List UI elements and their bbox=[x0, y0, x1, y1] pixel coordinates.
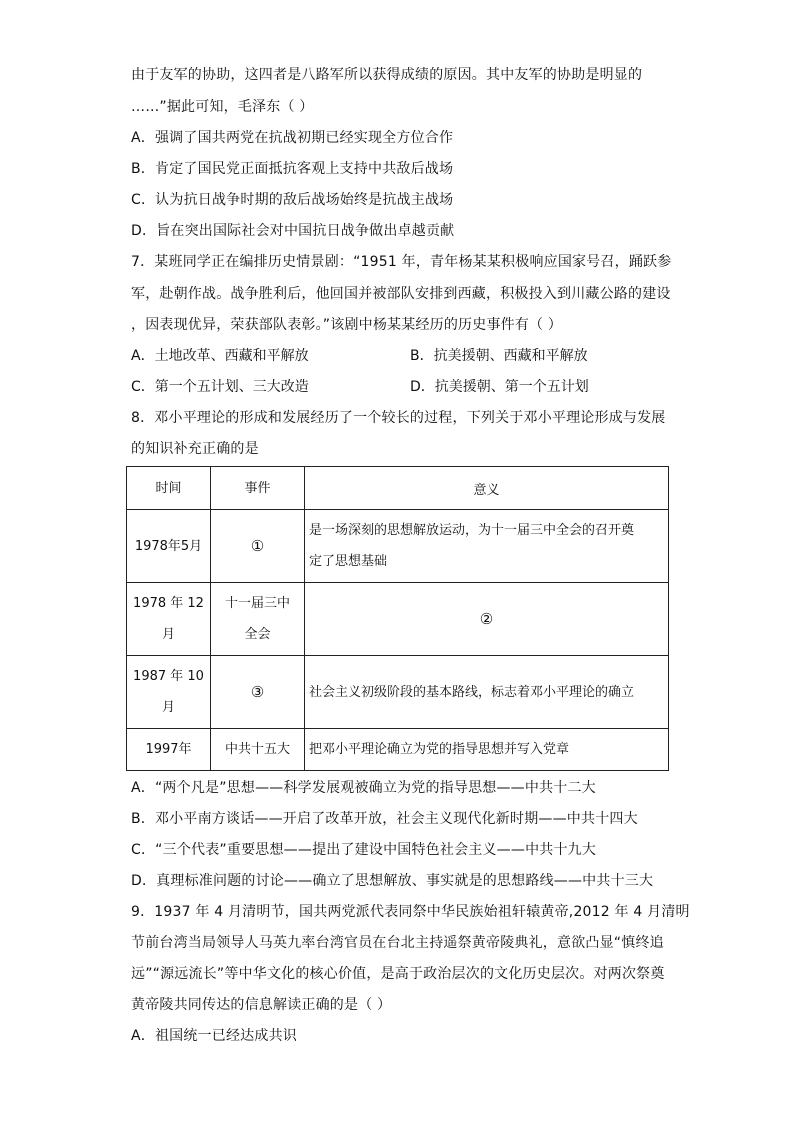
table-row bbox=[127, 583, 669, 656]
q6-text-line-2: ……”据此可知，毛泽东（ ） bbox=[131, 99, 314, 115]
row3-significance: 社会主义初级阶段的基本路线，标志着邓小平理论的确立 bbox=[305, 656, 669, 729]
q7-option-b: B．抗美援朝、西藏和平解放 bbox=[410, 348, 588, 364]
q9-text-line-3: 远”“源远流长”等中华文化的核心价值，是高于政治层次的文化历史层次。对两次祭奠 bbox=[131, 966, 665, 982]
header-event: 事件 bbox=[211, 467, 305, 510]
q8-text-line-1: 8．邓小平理论的形成和发展经历了一个较长的过程，下列关于邓小平理论形成与发展 bbox=[131, 410, 666, 426]
q6-option-b: B．肯定了国民党正面抵抗客观上支持中共敌后战场 bbox=[131, 161, 454, 177]
row4-time: 1997年 bbox=[127, 729, 211, 771]
row2-time-line-1: 1978 年 12 bbox=[133, 596, 204, 611]
knowledge-table bbox=[126, 466, 669, 771]
row1-time: 1978年5月 bbox=[127, 510, 211, 583]
q7-option-d: D．抗美援朝、第一个五计划 bbox=[410, 379, 589, 395]
row2-time bbox=[127, 583, 211, 656]
q8-option-b: B．邓小平南方谈话——开启了改革开放，社会主义现代化新时期——中共十四大 bbox=[131, 811, 638, 827]
q9-option-a: A．祖国统一已经达成共识 bbox=[131, 1028, 297, 1044]
q7-text-line-2: 军，赴朝作战。战争胜利后，他回国并被部队安排到西藏，积极投入到川藏公路的建设 bbox=[131, 286, 671, 302]
row1-significance bbox=[305, 510, 669, 583]
row3-time bbox=[127, 656, 211, 729]
q6-option-c: C．认为抗日战争时期的敌后战场始终是抗战主战场 bbox=[131, 192, 454, 208]
q9-text-line-4: 黄帝陵共同传达的信息解读正确的是（ ） bbox=[131, 997, 392, 1013]
q8-text-line-2: 的知识补充正确的是 bbox=[131, 441, 259, 457]
header-time: 时间 bbox=[127, 467, 211, 510]
table-row bbox=[127, 729, 669, 771]
q8-option-a: A．“两个凡是”思想——科学发展观被确立为党的指导思想——中共十二大 bbox=[131, 780, 596, 796]
row3-time-line-2: 月 bbox=[161, 700, 175, 715]
row3-time-line-1: 1987 年 10 bbox=[133, 669, 204, 684]
row4-event: 中共十五大 bbox=[211, 729, 305, 771]
row2-event-line-1: 十一届三中 bbox=[224, 596, 290, 611]
q8-option-d: D．真理标准问题的讨论——确立了思想解放、事实就是的思想路线——中共十三大 bbox=[131, 873, 654, 889]
q8-option-c: C．“三个代表”重要思想——提出了建设中国特色社会主义——中共十九大 bbox=[131, 842, 597, 858]
row2-event bbox=[211, 583, 305, 656]
q7-text-line-3: ，因表现优异，荣获部队表彰。”该剧中杨某某经历的历史事件有（ ） bbox=[131, 317, 563, 333]
row1-event-marker: ① bbox=[211, 510, 305, 583]
q7-text-line-1: 7．某班同学正在编排历史情景剧：“1951 年，青年杨某某积极响应国家号召，踊跃参 bbox=[131, 254, 672, 270]
q7-option-c: C．第一个五计划、三大改造 bbox=[131, 379, 309, 395]
q6-text-line-1: 由于友军的协助，这四者是八路军所以获得成绩的原因。其中友军的协助是明显的 bbox=[131, 67, 643, 83]
table-header-row bbox=[127, 467, 669, 510]
row4-significance: 把邓小平理论确立为党的指导思想并写入党章 bbox=[305, 729, 669, 771]
row2-time-line-2: 月 bbox=[161, 627, 175, 642]
row1-significance-line-2: 定了思想基础 bbox=[309, 554, 388, 569]
table-row bbox=[127, 656, 669, 729]
q6-option-a: A．强调了国共两党在抗战初期已经实现全方位合作 bbox=[131, 130, 454, 146]
row2-significance-marker: ② bbox=[305, 583, 669, 656]
table-row bbox=[127, 510, 669, 583]
row1-significance-line-1: 是一场深刻的思想解放运动，为十一届三中全会的召开奠 bbox=[309, 523, 635, 538]
q7-option-a: A．土地改革、西藏和平解放 bbox=[131, 348, 309, 364]
row2-event-line-2: 全会 bbox=[244, 627, 271, 642]
header-significance: 意义 bbox=[305, 467, 669, 510]
q6-option-d: D．旨在突出国际社会对中国抗日战争做出卓越贡献 bbox=[131, 223, 455, 239]
q9-text-line-1: 9．1937 年 4 月清明节，国共两党派代表同祭中华民族始祖轩辕黄帝,2012 年 4 月清明 bbox=[131, 904, 690, 920]
q9-text-line-2: 节前台湾当局领导人马英九率台湾官员在台北主持遥祭黄帝陵典礼，意欲凸显“慎终追 bbox=[131, 935, 664, 951]
row3-event-marker: ③ bbox=[211, 656, 305, 729]
